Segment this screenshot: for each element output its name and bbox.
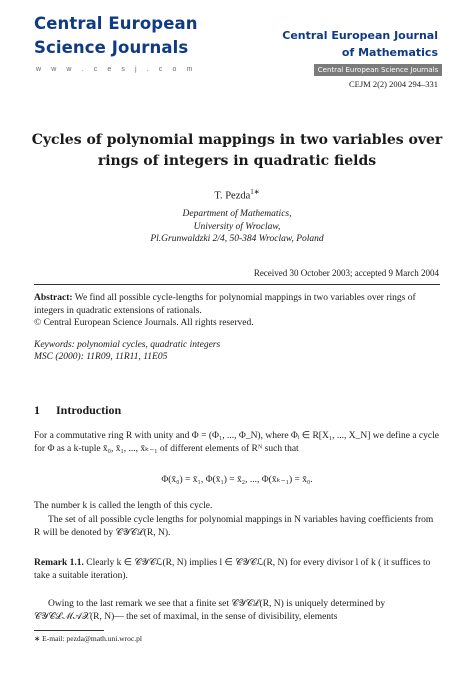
remark-text: Clearly k ∈ 𝒞𝒴𝒞ℒ(R, N) implies l ∈ 𝒞𝒴𝒞ℒ(R, N) for every divisor l of k ( it suffices to take a suitable iteration). bbox=[34, 558, 431, 581]
keywords: Keywords: polynomial cycles, quadratic integers bbox=[34, 340, 221, 350]
affiliation-line1: Department of Mathematics, bbox=[182, 209, 292, 219]
display-formula: Φ(x̄₀) = x̄₁, Φ(x̄₁) = x̄₂, ..., Φ(x̄ₖ₋₁) = x̄₀. bbox=[161, 475, 313, 485]
affiliation bbox=[0, 208, 474, 246]
affiliation-line3: Pl.Grunwaldzki 2/4, 50-384 Wroclaw, Poland bbox=[150, 234, 324, 244]
abstract-text: We find all possible cycle-lengths for polynomial mappings in two variables over rings of integers in quadratic extensions of rationals. bbox=[34, 293, 416, 316]
footnote: ∗ E-mail: pezda@math.uni.wroc.pl bbox=[34, 634, 142, 643]
paper-title-line2: rings of integers in quadratic fields bbox=[97, 153, 377, 169]
publisher-logo-line2: Science Journals bbox=[34, 38, 189, 57]
publisher-logo-line1: Central European bbox=[34, 14, 198, 33]
publisher-banner: Central European Science Journals bbox=[314, 64, 442, 76]
author bbox=[0, 188, 474, 202]
author-name: T. Pezda bbox=[214, 190, 251, 202]
publisher-url: w w w . c e s j . c o m bbox=[36, 66, 197, 73]
paragraph-4: Owing to the last remark we see that a finite set 𝒞𝒴𝒞ℒ(R, N) is uniquely determined by 𝒞𝒴𝒞ℒℳ𝒜𝒳(R, N)— the set of maximal, in the sense of divisibility, elements bbox=[34, 599, 386, 622]
affiliation-line2: University of Wroclaw, bbox=[193, 221, 281, 232]
citation-line: CEJM 2(2) 2004 294–331 bbox=[348, 79, 438, 89]
msc-classification: MSC (2000): 11R09, 11R11, 11E05 bbox=[34, 352, 168, 362]
paragraph-1: For a commutative ring R with unity and Φ = (Φ₁, ..., Φ_N), where Φᵢ ∈ R[X₁, ..., X_N] we define a cycle for Φ as a k-tuple x̄₀, x̄₁, ..., x̄ₖ₋₁ of different elements of Rᴺ such that bbox=[34, 431, 439, 454]
section-title: Introduction bbox=[56, 403, 122, 417]
divider bbox=[34, 284, 440, 285]
copyright: © Central European Science Journals. All rights reserved. bbox=[34, 318, 254, 328]
journal-title-line1: Central European Journal bbox=[282, 29, 438, 42]
paragraph-2: The number k is called the length of this cycle. bbox=[34, 501, 213, 511]
journal-title-line2: of Mathematics bbox=[341, 46, 438, 59]
received-dates: Received 30 October 2003; accepted 9 March 2004 bbox=[253, 268, 439, 278]
section-number: 1 bbox=[34, 403, 40, 417]
abstract bbox=[34, 292, 440, 317]
paper-title-line1: Cycles of polynomial mappings in two variables over bbox=[31, 132, 443, 148]
remark bbox=[34, 557, 440, 582]
author-footnote-mark: 1∗ bbox=[250, 188, 260, 196]
paragraph-3: The set of all possible cycle lengths for polynomial mappings in N variables having coefficients from R will be denoted by 𝒞𝒴𝒞ℒ(R, N). bbox=[34, 515, 434, 538]
paper-title bbox=[0, 130, 474, 172]
remark-label: Remark 1.1. bbox=[34, 558, 84, 568]
abstract-label: Abstract: bbox=[34, 293, 73, 303]
footnote-divider bbox=[34, 630, 104, 631]
